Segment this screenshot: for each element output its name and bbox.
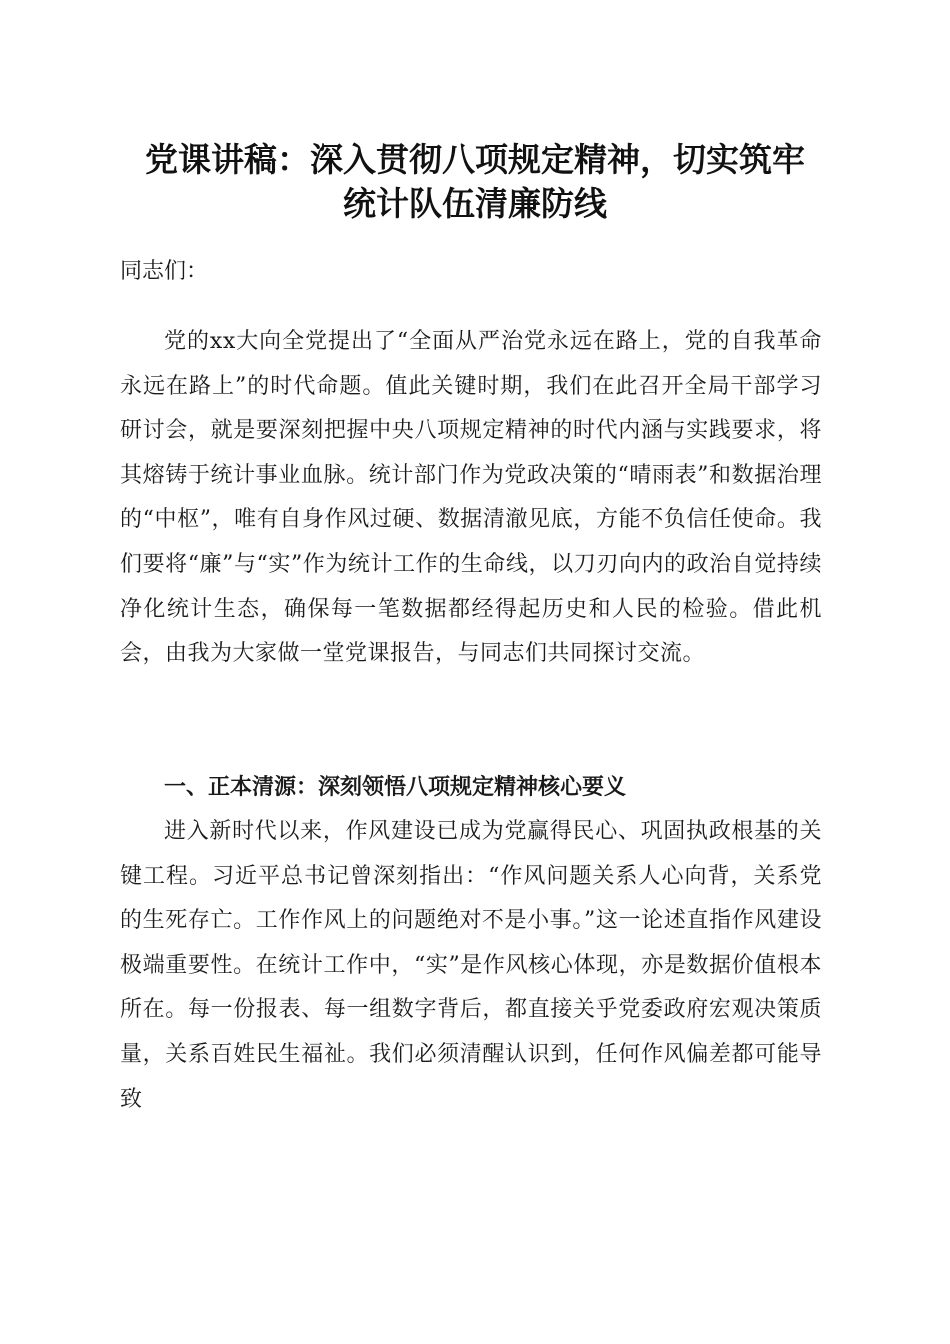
document-title-line-1: 党课讲稿：深入贯彻八项规定精神，切实筑牢 <box>145 140 805 179</box>
salutation: 同志们： <box>120 259 209 284</box>
document-title-line-2: 统计队伍清廉防线 <box>343 184 607 223</box>
section-paragraph: 进入新时代以来，作风建设已成为党赢得民心、巩固执政根基的关键工程。习近平总书记曾深刻指出：“作风问题关系人心向背，关系党的生死存亡。工作作风上的问题绝对不是小事。”这一论述直指作风建设极端重要性。在统计工作中，“实”是作风核心体现，亦是数据价值根本所在。每一份报表、每一组数字背后，都直接关乎党委政府宏观决策质量，关系百姓民生福祉。我们必须清醒认识到，任何作风偏差都可能导致 <box>120 819 822 1112</box>
intro-paragraph: 党的xx大向全党提出了“全面从严治党永远在路上，党的自我革命永远在路上”的时代命题。值此关键时期，我们在此召开全局干部学习研讨会，就是要深刻把握中央八项规定精神的时代内涵与实践要求，将其熔铸于统计事业血脉。统计部门作为党政决策的“晴雨表”和数据治理的“中枢”，唯有自身作风过硬、数据清澈见底，方能不负信任使命。我们要将“廉”与“实”作为统计工作的生命线，以刀刃向内的政治自觉持续净化统计生态，确保每一笔数据都经得起历史和人民的检验。借此机会，由我为大家做一堂党课报告，与同志们共同探讨交流。 <box>120 329 822 667</box>
section-heading: 一、正本清源：深刻领悟八项规定精神核心要义 <box>164 775 627 800</box>
